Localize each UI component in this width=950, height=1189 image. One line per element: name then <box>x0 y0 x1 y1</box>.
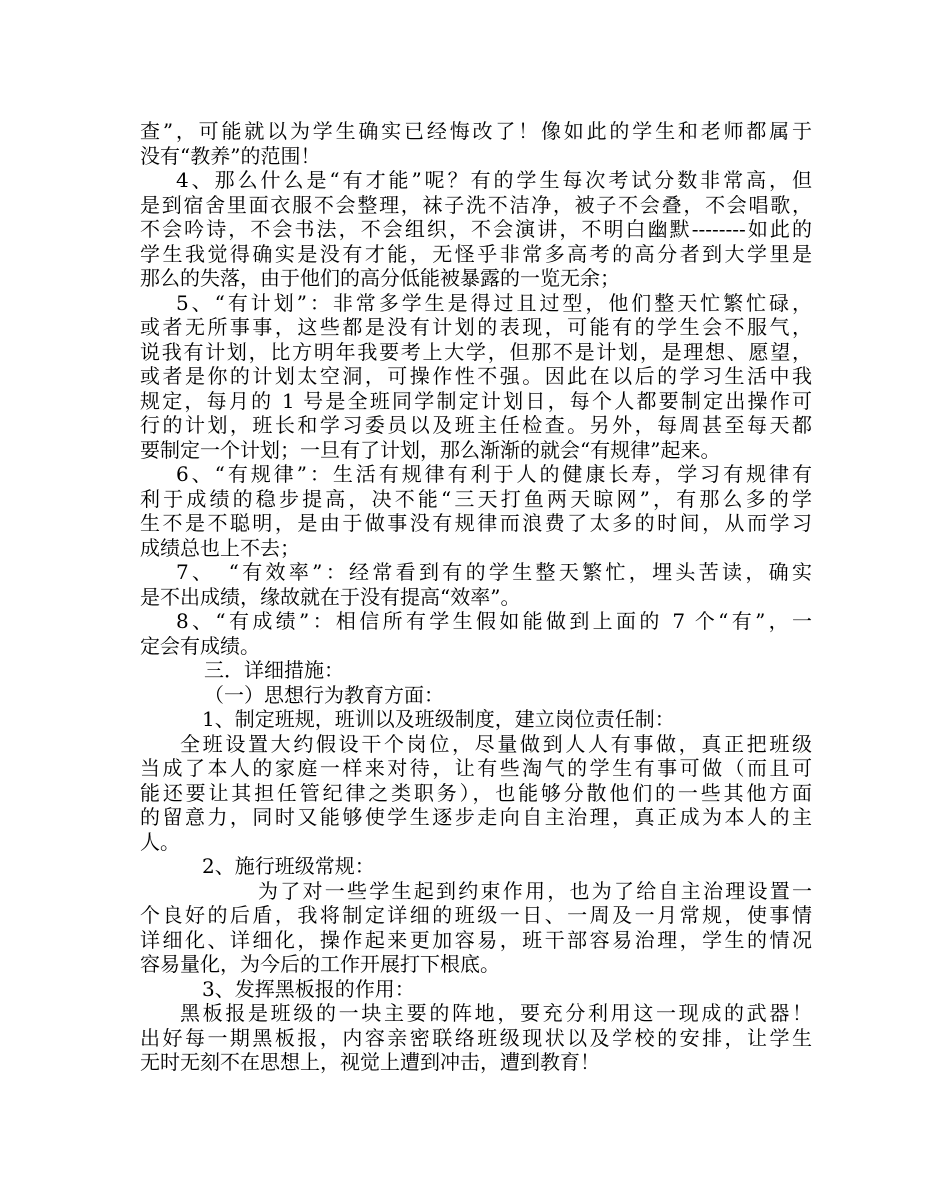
text-line: 查”，可能就以为学生确实已经悔改了！像如此的学生和老师都属于 <box>140 119 812 143</box>
text-line: 个良好的后盾，我将制定详细的班级一日、一周及一月常规，使事情 <box>140 903 812 927</box>
list-item-6: 6、“有规律”：生活有规律有利于人的健康长寿，学习有规律有 <box>176 462 812 486</box>
list-item-8: 8、“有成绩”：相信所有学生假如能做到上面的 7 个“有”，一 <box>176 609 812 633</box>
measure-heading-2: 2、施行班级常规： <box>202 854 375 878</box>
text-line: 要制定一个计划；一旦有了计划，那么渐渐的就会“有规律”起来。 <box>140 437 721 462</box>
text-line: 说我有计划，比方明年我要考上大学，但那不是计划，是理想、愿望， <box>140 339 812 364</box>
list-item-7: 7、 “有效率”：经常看到有的学生整天繁忙，埋头苦读，确实 <box>176 560 812 584</box>
text-line: 为了对一些学生起到约束作用，也为了给自主治理设置一 <box>258 878 812 903</box>
text-line: 学生我觉得确实是没有才能，无怪乎非常多高考的高分者到大学里是 <box>140 241 812 266</box>
text-line: 全班设置大约假设干个岗位，尽量做到人人有事做，真正把班级 <box>180 731 812 756</box>
document-page <box>140 119 812 1075</box>
text-line: 黑板报是班级的一块主要的阵地，要充分利用这一现成的武器！ <box>180 1001 812 1025</box>
text-line: 出好每一期黑板报，内容亲密联络班级现状以及学校的安排，让学生 <box>140 1025 812 1050</box>
text-line: 无时无刻不在思想上，视觉上遭到冲击，遭到教育！ <box>140 1050 600 1074</box>
text-line: 的留意力，同时又能够使学生逐步走向自主治理，真正成为本人的主 <box>140 805 812 829</box>
text-line: 那么的失落，由于他们的高分低能被暴露的一览无余； <box>140 266 620 290</box>
list-item-4: 4、那么什么是“有才能”呢？有的学生每次考试分数非常高，但 <box>176 168 812 192</box>
measure-heading-1: 1、制定班规，班训以及班级制度，建立岗位责任制： <box>202 707 675 731</box>
text-line: 生不是不聪明，是由于做事没有规律而浪费了太多的时间，从而学习 <box>140 511 812 535</box>
text-line: 人。 <box>140 829 180 854</box>
text-line: 当成了本人的家庭一样来对待，让有些淘气的学生有事可做（而且可 <box>140 756 812 780</box>
text-line: 是不出成绩，缘故就在于没有提高“效率”。 <box>140 584 521 609</box>
text-line: 容易量化，为今后的工作开展打下根底。 <box>140 952 500 976</box>
text-line: 是到宿舍里面衣服不会整理，袜子洗不洁净，被子不会叠，不会唱歌， <box>140 192 812 217</box>
text-line: 或者无所事事，这些都是没有计划的表现，可能有的学生会不服气， <box>140 315 812 339</box>
text-line: 或者是你的计划太空洞，可操作性不强。因此在以后的学习生活中我 <box>140 364 812 388</box>
text-line: 定会有成绩。 <box>140 633 260 658</box>
text-line: 规定，每月的 1 号是全班同学制定计划日，每个人都要制定出操作可 <box>140 388 812 413</box>
section-heading: 三．详细措施： <box>204 658 344 682</box>
text-line: 不会吟诗，不会书法，不会组织，不会演讲，不明白幽默--------如此的 <box>140 217 812 241</box>
measure-heading-3: 3、发挥黑板报的作用： <box>202 976 415 1001</box>
text-line: 成绩总也上不去； <box>140 535 300 560</box>
text-line: 行的计划，班长和学习委员以及班主任检查。另外，每周甚至每天都 <box>140 413 812 437</box>
text-line: 利于成绩的稳步提高，决不能“三天打鱼两天晾网”，有那么多的学 <box>140 486 812 511</box>
text-line: 详细化、详细化，操作起来更加容易，班干部容易治理，学生的情况 <box>140 927 812 952</box>
text-line: 能还要让其担任管纪律之类职务），也能够分散他们的一些其他方面 <box>140 780 812 805</box>
subsection-heading: （一）思想行为教育方面： <box>204 682 444 707</box>
text-line: 没有“教养”的范围！ <box>140 143 321 168</box>
list-item-5: 5、“有计划”：非常多学生是得过且过型，他们整天忙繁忙碌， <box>176 290 812 315</box>
